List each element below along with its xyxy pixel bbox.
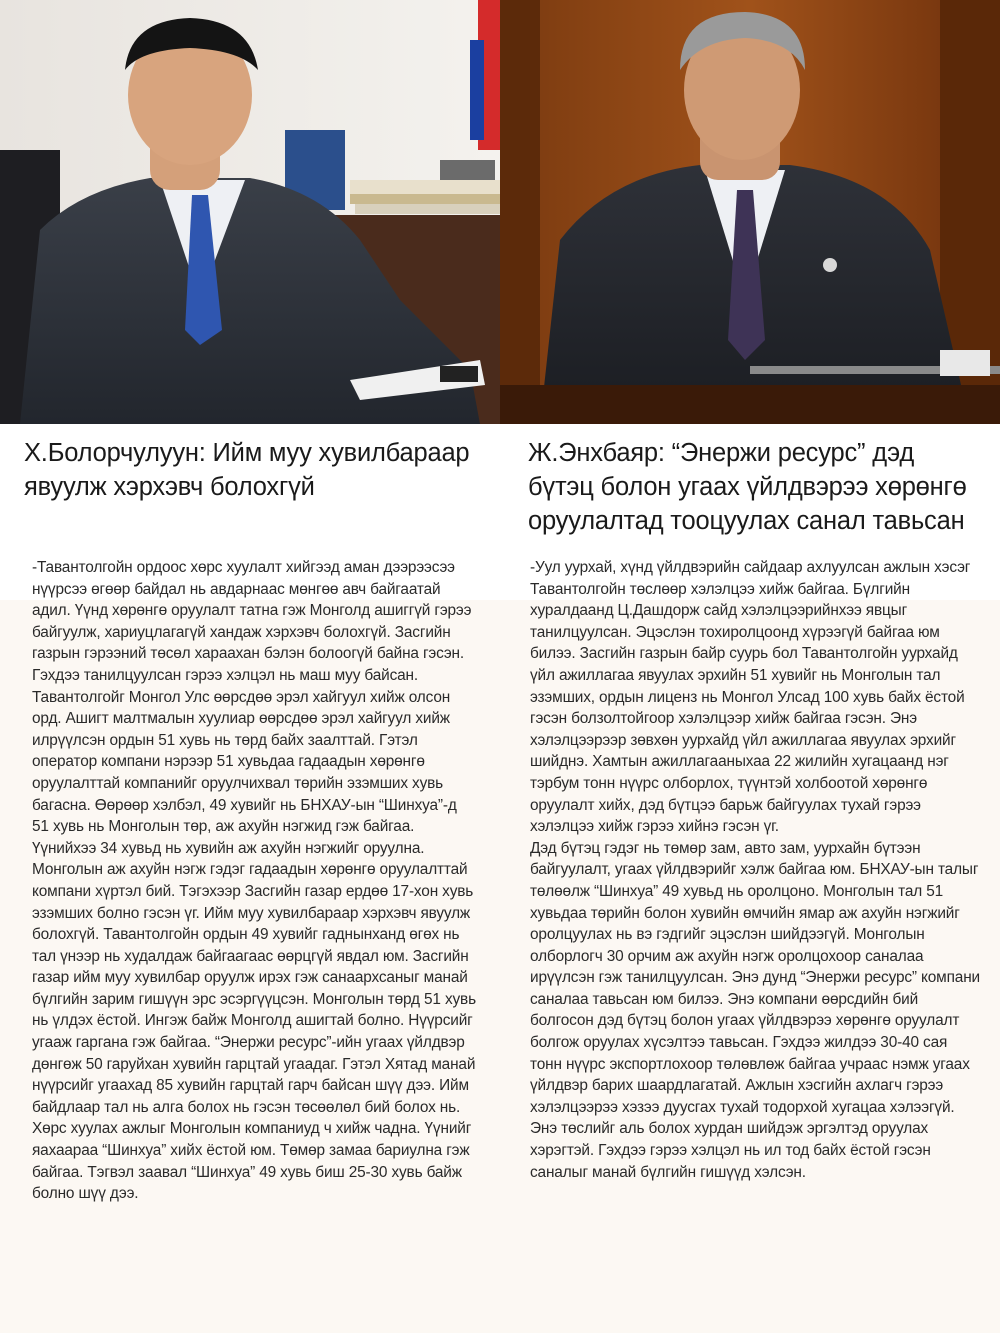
- column-bolorchuluun: [24, 436, 476, 1203]
- body-text-enkhbayar: [530, 557, 980, 1183]
- body-text-bolorchuluun: [32, 557, 476, 1205]
- photo-enkhbayar: [500, 0, 1000, 424]
- photo-bolorchuluun: [0, 0, 500, 424]
- headline-bolorchuluun: Х.Болорчулуун: Ийм муу хувилбараар явуулж хэрхэвч болохгүй: [24, 439, 470, 501]
- paragraph: -Уул уурхай, хүнд үйлдвэрийн сайдаар ахлуулсан ажлын хэсэг Тавантолгойн төслөөр хэлэлцээ хийж байгаа. Бүлгийн хуралдаанд Ц.Дашдорж сайд хэлэлцээрийнхээ явцыг танилцуулсан. Эцэслэн тохиролцоонд хүрээгүй байгаа юм билээ. Засгийн газрын байр суурь бол Тавантолгойн уурхайд үйл ажиллагаа явуулах эрхийн 51 хувийг нь Монголын тал эзэмших, ордын лиценз нь Монгол Улсад 100 хувь байх ёстой гэсэн болзолтойгоор хэлэлцээр хийж байгаа гэсэн. Энэ хэлэлцээрээр зөвхөн уурхайд үйл ажиллагаа явуулах эрхийг шийднэ. Хамтын ажиллагааныхаа 22 жилийн хугацаанд нэг тэрбум тонн нүүрс олборлох, түүнтэй холбоотой хөрөнгө оруулалт хийх, дэд бүтцээ барьж байгуулах тухай гэрээ хэлэлцээ хийж гэрээ хийнэ гэсэн үг.: [530, 559, 971, 836]
- column-enkhbayar: [528, 436, 981, 1181]
- headline-enkhbayar: Ж.Энхбаяр: “Энержи ресурс” дэд бүтэц болон угаах үйлдвэрээ хөрөнгө оруулалтад тооцуулах санал тавьсан: [528, 439, 967, 535]
- paragraph: -Тавантолгойн ордоос хөрс хуулалт хийгээд аман дээрээсээ нүүрсээ өгөөр байдал нь авдарнаас мөнгөө авч байгаатай адил. Үүнд хөрөнгө оруулалт татна гэж Монголд ашиггүй гэрээ байгуулж, хариуцлагагүй хандаж хэрхэвч болохгүй. Засгийн газрын гэрээний төсөл хараахан бэлэн болоогүй байна гэсэн. Гэхдээ танилцуулсан гэрээ хэлцэл нь маш муу байсан. Тавантолгойг Монгол Улс өөрсдөө эрэл хайгуул хийж олсон орд. Ашигт малтмалын хуулиар өөрсдөө эрэл хайгуул хийж илрүүлсэн ордын 51 хувь нь төрд байх заалттай. Гэтэл оператор компани нэрээр 51 хувьдаа гадаадын хөрөнгө оруулалттай компанийг оруулчихвал төрийн эзэмших хувь багасна. Өөрөөр хэлбэл, 49 хувийг нь БНХАУ-ын “Шинхуа”-д 51 хувь нь Монголын төр, аж ахуйн нэгжид гэж байгаа. Үүнийхээ 34 хувьд нь хувийн аж ахуйн нэгжийг оруулна. Монголын аж ахуйн нэгж гэдэг гадаадын хөрөнгө оруулалттай компани хүртэл бий. Тэгэхээр Засгийн газар ердөө 17-хон хувь эзэмших болно гэсэн үг. Ийм муу хувилбараар хэрхэвч явуулж болохгүй. Тавантолгойн ордын 49 хувийг гаднынханд өгөх нь тал үнээр нь худалдаж байгаагаас өөрцгүй явдал юм. Засгийн газар ийм муу хувилбар оруулж ирэх гэж санаархсаныг манай бүлгийн зарим гишүүн эрс эсэргүүцсэн. Монголын төрд 51 хувь нь үлдэх ёстой. Ингэж байж Монголд ашигтай болно. Нүүрсийг угааж гаргана гэж байгаа. “Энержи ресурс”-ийн угаах үйлдвэр дөнгөж 50 гаруйхан хувийн гарцтай угаадаг. Гэтэл Хятад манай нүүрсийг угаахад 85 хувийн гарцтай гарч байсан шүү дээ. Ийм байдлаар тал нь алга болох нь гэсэн төсөөлөл бий болох нь. Хөрс хуулах ажлыг Монголын компаниуд ч хийж чадна. Үүнийг яахаараа “Шинхуа” хийх ёстой юм. Төмөр замаа бариулна гэж байгаа. Тэгвэл заавал “Шинхуа” 49 хувь биш 25-30 хувь байж болно шүү дээ.: [32, 559, 476, 1203]
- paragraph: Дэд бүтэц гэдэг нь төмөр зам, авто зам, уурхайн бүтээн байгуулалт, угаах үйлдвэрийг хэлж байгаа юм. БНХАУ-ын талыг төлөөлж “Шинхуа” 49 хувьд нь оролцоно. Монголын тал 51 хувьдаа төрийн болон хувийн өмчийн ямар аж ахуйн нэгжийг оролцуулах нь вэ гэдгийг эцэслэн шийдээгүй. Монголын олборлогч 30 орчим аж ахуйн нэгж оролцохоор саналаа ирүүлсэн гэж танилцуулсан. Энэ дунд “Энержи ресурс” компани саналаа тавьсан юм билээ. Энэ компани өөрсдийн бий болгосон дэд бүтэц болон угаах үйлдвэрээ хөрөнгө оруулалт болгож оруулах хүсэлтээ тавьсан. Гэхдээ жилдээ 30-40 сая тонн нүүрс экспортлохоор төлөвлөж байгаа учраас нэмж угаах үйлдвэр барих шаардлагатай. Ажлын хэсгийн ахлагч гэрээ хэлэлцээрээ хэзээ дуусгах тухай тодорхой хугацаа хэлээгүй. Энэ төслийг аль болох хурдан шийдэж эргэлтэд оруулах хэрэгтэй. Гэхдээ гэрээ хэлцэл нь ил тод байх ёстой гэсэн саналыг манай бүлгийн гишүүд хэлсэн.: [530, 839, 981, 1181]
